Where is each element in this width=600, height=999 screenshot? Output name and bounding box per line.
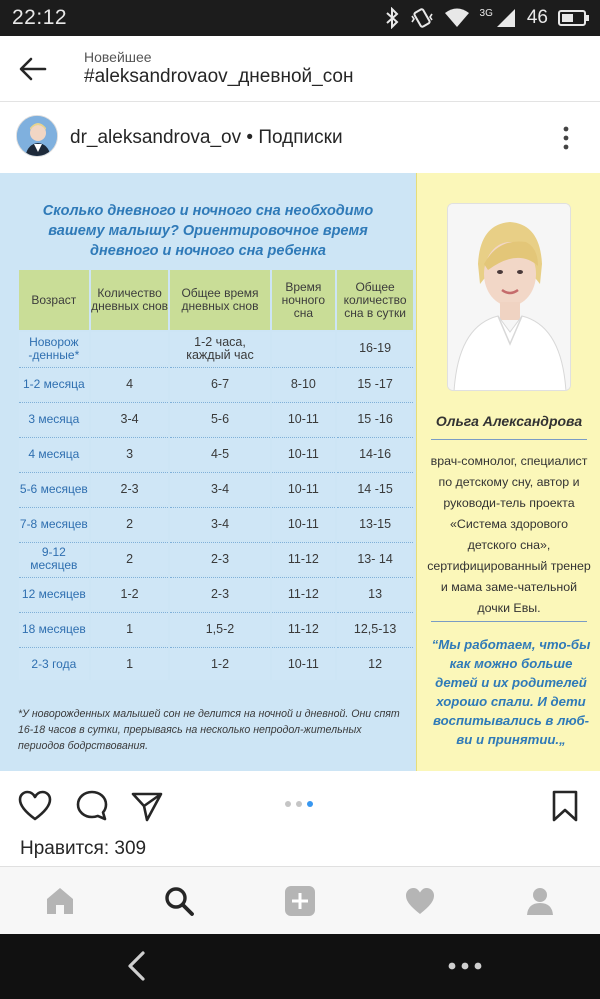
cell-day-sleep-total: 2-3 — [170, 577, 269, 610]
separator-dot: • — [246, 127, 254, 148]
profile-icon[interactable] — [524, 885, 556, 917]
sleep-table — [17, 268, 415, 682]
table-row — [19, 472, 413, 505]
back-arrow-icon[interactable] — [18, 54, 48, 84]
cell-night-sleep: 10-11 — [272, 472, 336, 505]
table-row — [19, 612, 413, 645]
bluetooth-icon — [384, 7, 400, 29]
share-direct-icon[interactable] — [130, 789, 164, 823]
cell-age: 7-8 месяцев — [19, 507, 89, 540]
more-options-icon[interactable] — [556, 123, 576, 153]
cell-day-sleep-total: 1-2 — [170, 647, 269, 680]
cell-total-sleep: 13- 14 — [337, 542, 413, 575]
table-row — [19, 402, 413, 435]
search-icon[interactable] — [163, 885, 195, 917]
cell-night-sleep: 10-11 — [272, 507, 336, 540]
column-header-age: Возраст — [19, 270, 89, 330]
doctor-name: Ольга Александрова — [435, 413, 583, 429]
cell-day-sleep-total: 6-7 — [170, 367, 269, 400]
cell-age: 2-3 года — [19, 647, 89, 680]
header-subtitle: Новейшее — [84, 49, 152, 65]
cell-night-sleep: 10-11 — [272, 437, 336, 470]
cell-night-sleep — [272, 332, 336, 365]
post-username[interactable] — [70, 127, 343, 149]
cell-age: 4 месяца — [19, 437, 89, 470]
post-image[interactable] — [0, 173, 600, 771]
battery-icon — [558, 8, 590, 28]
comment-icon[interactable] — [75, 789, 109, 823]
column-header-total-sleep: Общее количество сна в сутки — [337, 270, 413, 330]
system-navigation-bar — [0, 934, 600, 999]
cell-age: 5-6 месяцев — [19, 472, 89, 505]
username-link[interactable]: dr_aleksandrova_ov — [70, 127, 242, 148]
carousel-dot — [285, 801, 291, 807]
cell-day-naps: 3 — [91, 437, 169, 470]
home-icon[interactable] — [44, 885, 76, 917]
battery-level: 46 — [526, 7, 548, 28]
hashtag-header — [0, 36, 600, 102]
table-row — [19, 542, 413, 575]
likes-count[interactable]: Нравится: 309 — [20, 838, 147, 859]
cell-night-sleep: 11-12 — [272, 612, 336, 645]
cell-age: 3 месяца — [19, 402, 89, 435]
add-post-icon[interactable] — [284, 885, 316, 917]
cell-total-sleep: 12,5-13 — [337, 612, 413, 645]
cell-night-sleep: 11-12 — [272, 577, 336, 610]
divider — [431, 621, 587, 622]
cell-day-naps: 4 — [91, 367, 169, 400]
cell-total-sleep: 12 — [337, 647, 413, 680]
cell-total-sleep: 14-16 — [337, 437, 413, 470]
status-bar — [0, 0, 600, 36]
table-header-row — [19, 270, 413, 330]
cell-night-sleep: 10-11 — [272, 647, 336, 680]
vibrate-icon — [410, 7, 434, 29]
cell-total-sleep: 15 -17 — [337, 367, 413, 400]
cell-total-sleep: 13-15 — [337, 507, 413, 540]
status-icons — [384, 5, 590, 31]
cell-day-naps: 2 — [91, 542, 169, 575]
avatar[interactable] — [16, 115, 58, 157]
cell-total-sleep: 16-19 — [337, 332, 413, 365]
cell-age: 12 месяцев — [19, 577, 89, 610]
system-menu-icon[interactable] — [446, 958, 484, 974]
cell-day-naps — [91, 332, 169, 365]
cell-day-sleep-total: 1-2 часа, каждый час — [170, 332, 269, 365]
post-actions — [0, 771, 600, 866]
doctor-panel — [416, 173, 600, 771]
activity-heart-icon[interactable] — [404, 885, 436, 917]
like-heart-icon[interactable] — [18, 789, 52, 823]
cell-age: 1-2 месяца — [19, 367, 89, 400]
cell-day-naps: 1 — [91, 647, 169, 680]
chart-title-line-3: дневного и ночного сна ребенка — [90, 243, 326, 259]
table-row — [19, 507, 413, 540]
carousel-dot-active — [307, 801, 313, 807]
signal-icon — [495, 7, 517, 29]
network-type: 3G — [479, 7, 493, 19]
follow-status[interactable]: Подписки — [258, 127, 343, 148]
carousel-dot — [296, 801, 302, 807]
table-row — [19, 437, 413, 470]
cell-day-naps: 2 — [91, 507, 169, 540]
doctor-bio: врач-сомнолог, специалист по детскому сну, автор и руководи-тель проекта «Система здорового детского сна», сертифицированный тренер и мама заме-чательной дочки Евы. — [427, 454, 591, 615]
sleep-chart-panel — [0, 173, 416, 771]
cell-day-sleep-total: 5-6 — [170, 402, 269, 435]
cell-night-sleep: 10-11 — [272, 402, 336, 435]
chart-title — [16, 201, 400, 261]
cell-day-sleep-total: 3-4 — [170, 472, 269, 505]
cell-total-sleep: 14 -15 — [337, 472, 413, 505]
cell-night-sleep: 11-12 — [272, 542, 336, 575]
status-time: 22:12 — [12, 6, 68, 29]
cell-age: 18 месяцев — [19, 612, 89, 645]
table-row — [19, 647, 413, 680]
divider — [431, 439, 587, 440]
bookmark-icon[interactable] — [548, 789, 582, 823]
post-header — [0, 103, 600, 173]
cell-day-naps: 3-4 — [91, 402, 169, 435]
table-body — [19, 332, 413, 680]
cell-day-sleep-total: 1,5-2 — [170, 612, 269, 645]
doctor-quote: “Мы работаем, что-бы как можно больше детей и их родителей хорошо спали. И дети воспитывались в люб-ви и принятии.„ — [431, 637, 591, 747]
chart-title-line-2: вашему малышу? Ориентировочное время — [48, 223, 368, 239]
column-header-day-sleep-total: Общее время дневных снов — [170, 270, 269, 330]
system-back-icon[interactable] — [122, 950, 152, 982]
cell-day-naps: 1-2 — [91, 577, 169, 610]
table-row — [19, 577, 413, 610]
doctor-photo — [447, 203, 571, 391]
cell-total-sleep: 15 -16 — [337, 402, 413, 435]
chart-title-line-1: Сколько дневного и ночного сна необходимо — [42, 203, 374, 219]
cell-day-sleep-total: 2-3 — [170, 542, 269, 575]
cell-age: 9-12 месяцев — [19, 542, 89, 575]
wifi-icon — [444, 7, 470, 29]
footnote: *У новорожденных малышей сон не делится на ночной и дневной. Они спят 16-18 часов в сутки, прерываясь на несколько непродол-жительных периодов бодрствования. — [18, 708, 400, 752]
column-header-night-sleep: Время ночного сна — [272, 270, 336, 330]
cell-total-sleep: 13 — [337, 577, 413, 610]
page-title: #aleksandrovaov_дневной_сон — [84, 66, 354, 87]
table-row — [19, 332, 413, 365]
cell-night-sleep: 8-10 — [272, 367, 336, 400]
bottom-navigation — [0, 866, 600, 934]
table-row — [19, 367, 413, 400]
cell-day-naps: 2-3 — [91, 472, 169, 505]
carousel-indicator — [285, 801, 313, 807]
cell-day-sleep-total: 3-4 — [170, 507, 269, 540]
cell-day-sleep-total: 4-5 — [170, 437, 269, 470]
cell-age: Новорож -денные* — [19, 332, 89, 365]
cell-day-naps: 1 — [91, 612, 169, 645]
column-header-day-naps: Количество дневных снов — [91, 270, 169, 330]
